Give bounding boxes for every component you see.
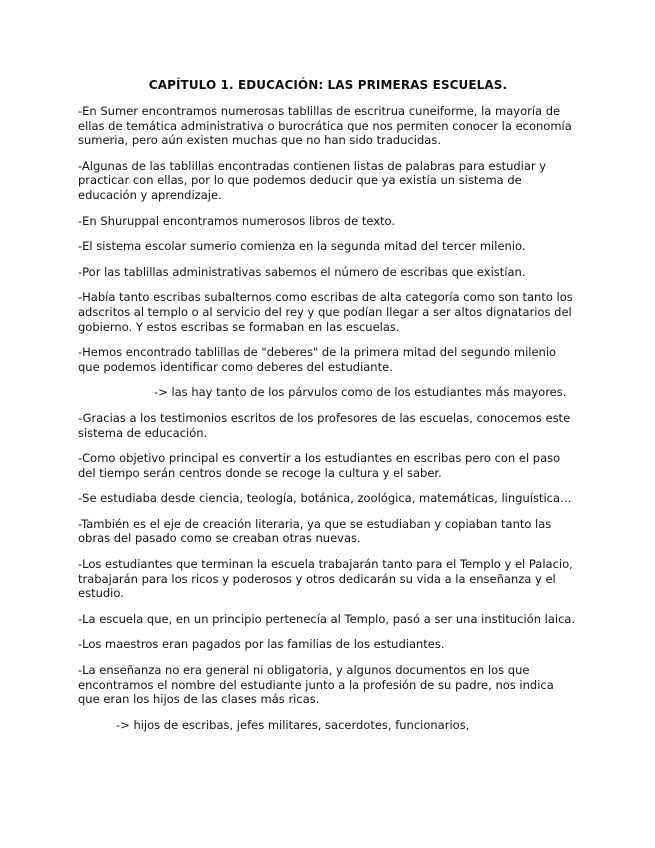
paragraph-not-general: -La enseñanza no era general ni obligatoria, y algunos documentos en los que encontramos el nombre del estudiante junto a la profesión de su padre, nos indica que eran los hijos de las clases más ricas. (78, 663, 554, 707)
paragraph-word-lists: -Algunas de las tablillas encontradas contienen listas de palabras para estudiar y practicar con ellas, por lo que podemos deducir que ya existía un sistema de educación y aprendizaje. (78, 158, 547, 202)
paragraph-objective: -Como objetivo principal es convertir a los estudiantes en escribas pero con el paso del tiempo serán centros donde se recoge la cultura y el saber. (78, 451, 561, 480)
paragraph-shuruppal: -En Shuruppal encontramos numerosos libros de texto. (78, 213, 396, 228)
paragraph-children-note: -> hijos de escribas, jefes militares, sacerdotes, funcionarios, (116, 717, 470, 732)
paragraph-literary: -También es el eje de creación literaria, ya que se estudiaban y copiaban tanto las obras del pasado como se creaban otras nuevas. (78, 516, 552, 546)
paragraph-secular: -La escuela que, en un principio pertenecía al Templo, pasó a ser una institución laica. (78, 611, 576, 626)
paragraph-subjects: -Se estudiaba desde ciencia, teología, botánica, zoológica, matemáticas, linguística… (78, 491, 572, 506)
chapter-title: CAPÍTULO 1. EDUCACIÓN: LAS PRIMERAS ESCUELAS. (148, 78, 508, 92)
paragraph-homework-note: -> las hay tanto de los párvulos como de los estudiantes más mayores. (154, 385, 567, 400)
paragraph-graduates: -Los estudiantes que terminan la escuela trabajarán tanto para el Templo y el Palacio, trabajarán para los ricos y poderosos y otros dedicarán su vida a la enseñanza y el estudio. (78, 557, 573, 601)
paragraph-school-system: -El sistema escolar sumerio comienza en la segunda mitad del tercer milenio. (78, 239, 526, 254)
document-page (78, 78, 578, 743)
paragraph-teachers-paid: -Los maestros eran pagados por las familias de los estudiantes. (78, 637, 445, 652)
paragraph-testimonies: -Gracias a los testimonios escritos de los profesores de las escuelas, conocemos este sistema de educación. (78, 410, 571, 440)
paragraph-scribe-count: -Por las tablillas administrativas sabemos el número de escribas que existían. (78, 264, 526, 279)
paragraph-homework: -Hemos encontrado tablillas de "deberes" de la primera mitad del segundo milenio que podemos identificar como deberes del estudiante. (78, 345, 557, 374)
paragraph-scribe-ranks: -Había tanto escribas subalternos como escribas de alta categoría como son tanto los adscritos al templo o al servicio del rey y que podían llegar a ser altos dignatarios del gobierno. Y estos escribas se formaban en las escuelas. (78, 290, 573, 334)
paragraph-sumer-tablets: -En Sumer encontramos numerosas tablillas de escritrua cuneiforme, la mayoría de ellas de temática administrativa o burocrática que nos permiten conocer la economía sumeria, pero aún existen muchas que no han sido traducidas. (78, 104, 572, 148)
